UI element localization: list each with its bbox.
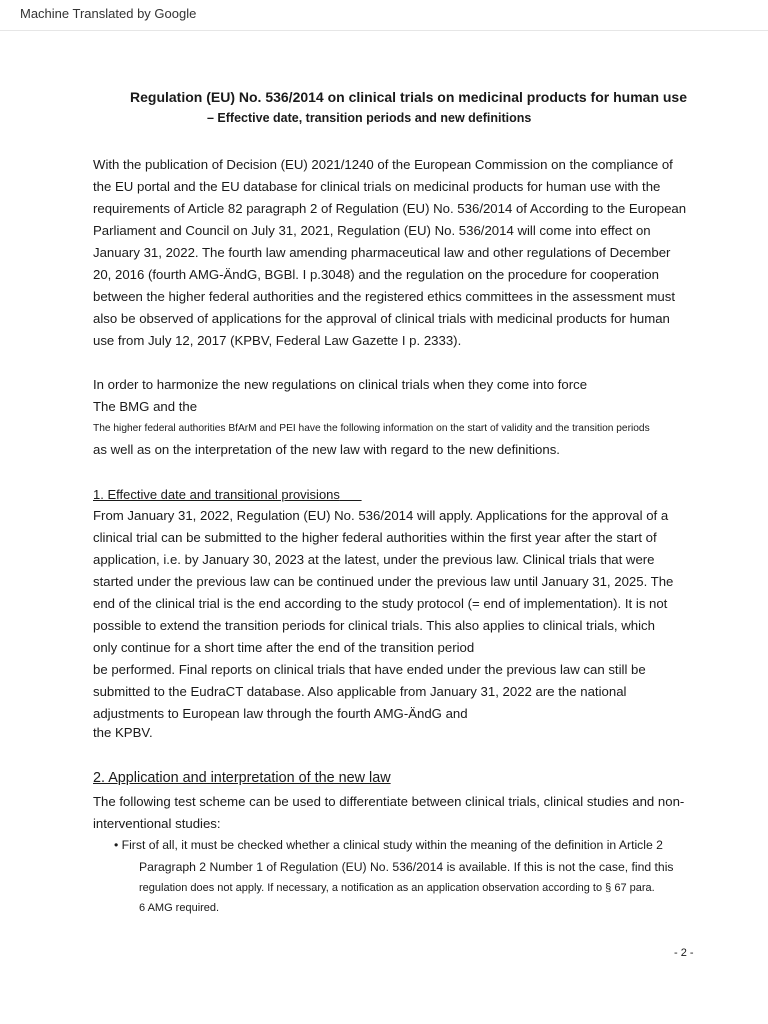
intro-line: Parliament and Council on July 31, 2021, Regulation (EU) No. 536/2014 will come into effect on: [93, 223, 651, 238]
translation-header-bar: [0, 0, 768, 31]
bullet-item-first-line: • First of all, it must be checked whether a clinical study within the meaning of the definition in Article 2: [114, 838, 663, 852]
section-1-line: the KPBV.: [93, 725, 153, 740]
section-1-heading: [93, 487, 362, 502]
machine-translated-label: Machine Translated by Google: [20, 6, 197, 21]
section-1-line: application, i.e. by January 30, 2023 at the latest, under the previous law. Clinical trials that were: [93, 552, 655, 567]
intro-line: between the higher federal authorities and the registered ethics committees in the assessment must: [93, 289, 676, 304]
intro-line: With the publication of Decision (EU) 2021/1240 of the European Commission on the compliance of: [93, 157, 673, 172]
intro-line: the EU portal and the EU database for clinical trials on medicinal products for human use with the: [93, 179, 661, 194]
section-1-line: possible to extend the transition periods for clinical trials. This also applies to clinical trials, which: [93, 618, 655, 633]
section-1-line: only continue for a short time after the end of the transition period: [93, 640, 475, 655]
harmonize-line: In order to harmonize the new regulations on clinical trials when they come into force: [93, 377, 588, 392]
section-1-line: submitted to the EudraCT database. Also applicable from January 31, 2022 are the national: [93, 684, 627, 699]
section-1-line: clinical trial can be submitted to the higher federal authorities within the first year after the start of: [93, 530, 657, 545]
section-1-line: be performed. Final reports on clinical trials that have ended under the previous law can still be: [93, 662, 646, 677]
section-1-line: From January 31, 2022, Regulation (EU) No. 536/2014 will apply. Applications for the approval of a: [93, 508, 669, 523]
page-number: - 2 -: [674, 947, 694, 959]
intro-line: also be observed of applications for the approval of clinical trials with medicinal products for human: [93, 311, 670, 326]
bullet-item-line: regulation does not apply. If necessary, a notification as an application observation according to § 67 para.: [139, 882, 655, 894]
section-2-line: The following test scheme can be used to differentiate between clinical trials, clinical studies and non-: [93, 794, 685, 809]
harmonize-line: as well as on the interpretation of the new law with regard to the new definitions.: [93, 442, 560, 457]
bullet-item-line: Paragraph 2 Number 1 of Regulation (EU) No. 536/2014 is available. If this is not the case, find this: [139, 860, 674, 874]
section-1-line: end of the clinical trial is the end according to the study protocol (= end of implementation). It is not: [93, 596, 668, 611]
section-1-line: adjustments to European law through the fourth AMG-ÄndG and: [93, 706, 468, 721]
document-title: Regulation (EU) No. 536/2014 on clinical trials on medicinal products for human use: [130, 89, 688, 105]
intro-line: use from July 12, 2017 (KPBV, Federal Law Gazette I p. 2333).: [93, 333, 462, 348]
bullet-item-line: 6 AMG required.: [139, 902, 220, 914]
intro-line: January 31, 2022. The fourth law amending pharmaceutical law and other regulations of December: [93, 245, 671, 260]
section-1-line: started under the previous law can be continued under the previous law until January 31, 2025. The: [93, 574, 674, 589]
section-1-heading-text: 1. Effective date and transitional provisions: [93, 487, 340, 502]
section-2-line: interventional studies:: [93, 816, 221, 831]
section-2-heading: 2. Application and interpretation of the new law: [93, 770, 391, 786]
harmonize-small-line: The higher federal authorities BfArM and PEI have the following information on the start of validity and the transition periods: [93, 423, 650, 434]
document-subtitle: – Effective date, transition periods and new definitions: [207, 111, 532, 125]
intro-line: 20, 2016 (fourth AMG-ÄndG, BGBl. I p.3048) and the regulation on the procedure for cooperation: [93, 267, 659, 282]
harmonize-line: The BMG and the: [93, 399, 198, 414]
intro-line: requirements of Article 82 paragraph 2 of Regulation (EU) No. 536/2014 of According to the European: [93, 201, 687, 216]
